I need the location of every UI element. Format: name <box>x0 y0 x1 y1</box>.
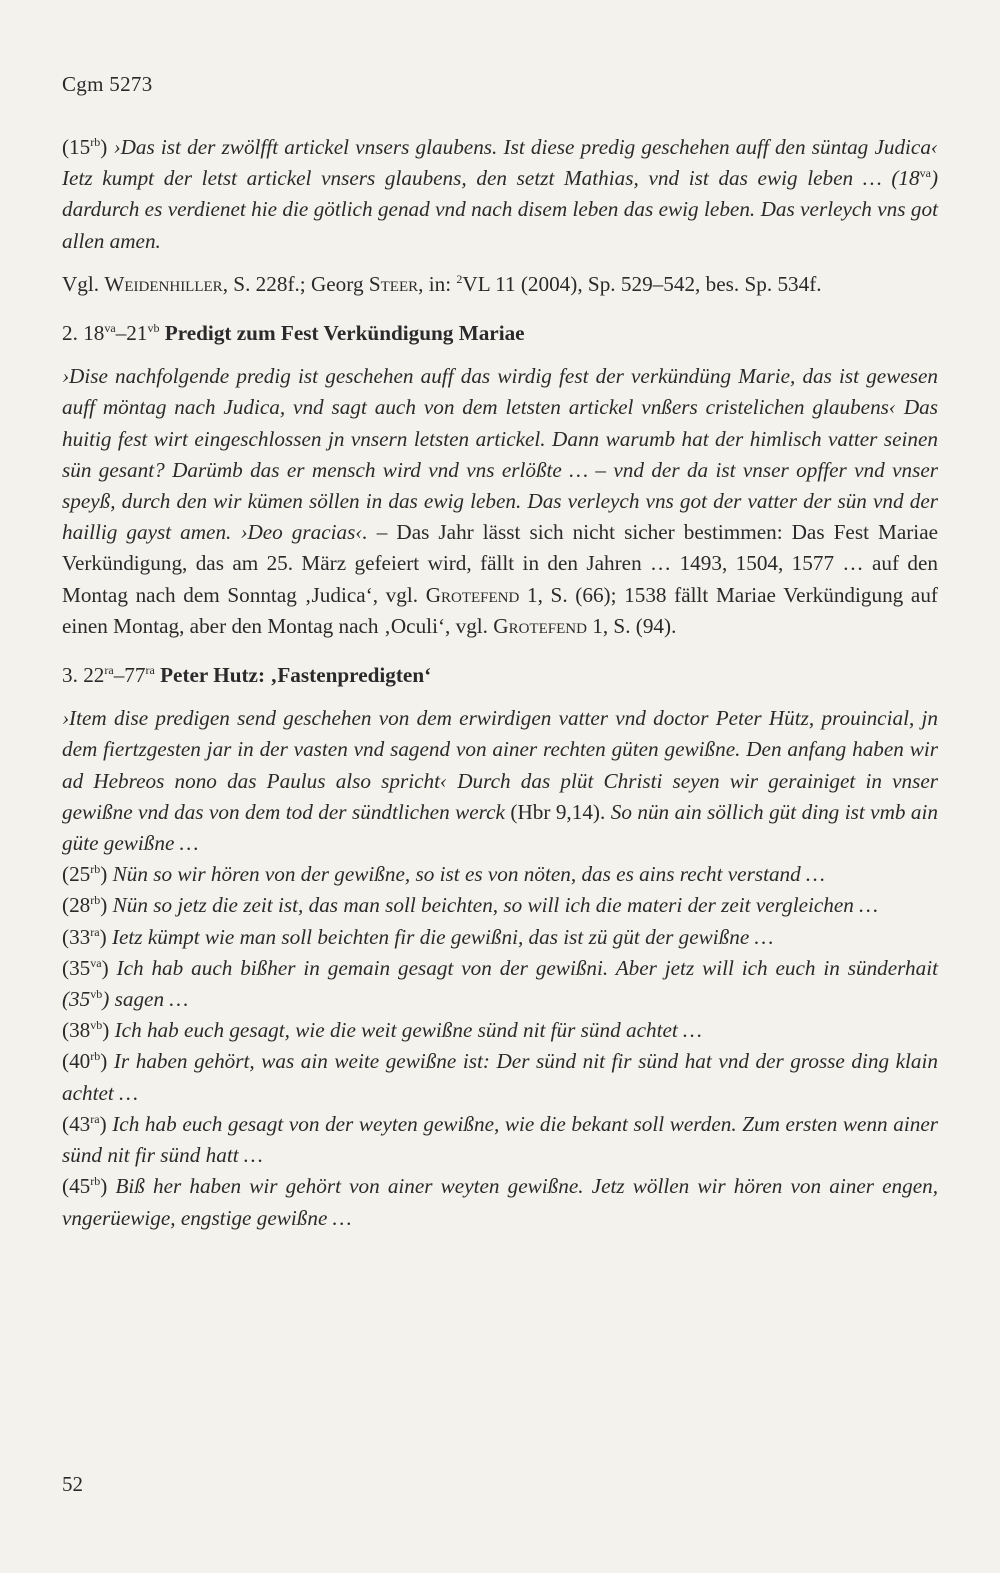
sermon-item: $(25^{rb})$ Nün so wir hören von der gewißne, so ist es von nöten, das es ains recht verstand … <box>62 862 825 887</box>
sermon-item: $(33^{ra})$ Ietz kümpt wie man soll beichten fir die gewißni, das ist zü güt der gewißne … <box>62 924 774 949</box>
entry2-heading: 2. $18^{va}-21^{vb}$ Predigt zum Fest Verkündigung Mariae <box>62 320 525 346</box>
entry3-heading: 3. $22^{ra}-77^{ra}$ Peter Hutz: ‚Fastenpredigten‘ <box>62 662 432 688</box>
sermon-item: $(45^{rb})$ Biß her haben wir gehört von ainer weyten gewißne. Jetz wöllen wir hören von ainer engen, vngerüewige, engstige gewißne … <box>62 1174 938 1230</box>
page-number: 52 <box>62 1472 83 1496</box>
running-header: Cgm 5273 <box>62 72 153 96</box>
entry1-explicit: ) dardurch es verdienet hie die götlich genad vnd nach disem leben das ewig leben. Das verleych vns got allen amen. <box>62 166 938 253</box>
entry1-text: $(15^{rb})$ ›Das ist der zwölfft artickel vnsers glaubens. Ist diese predig geschehen auff den süntag Judica‹ Ietz kumpt der letst artickel vnsers glaubens, den setzt Mathias, vnd ist das ewig leben … $(18^{va})$ dardurch es verdienet hie die götlich genad vnd nach disem leben das ewig leben. Das verleych vns got allen amen. <box>62 134 938 253</box>
sermon-item: $(43^{ra})$ Ich hab euch gesagt von der weyten gewißne, wie die bekant soll werden. Zum ersten wenn ainer sünd nit fir sünd hatt … <box>62 1111 938 1168</box>
page-body <box>62 132 938 1234</box>
sermon-item: $(40^{rb})$ Ir haben gehört, was ain weite gewißne ist: Der sünd nit fir sünd hat vnd der grosse ding klain achtet … <box>62 1049 938 1105</box>
sermon-item: $(28^{rb})$ Nün so jetz die zeit ist, das man soll beichten, so will ich die materi der zeit vergleichen … <box>62 893 879 918</box>
entry3-intro: ›Item dise predigen send geschehen von dem erwirdigen vatter vnd doctor Peter Hütz, prouincial, jn dem fiertzgesten jar in der vasten vnd sagend von ainer rechten güten gewißne. Den anfang haben wir ad Hebreos nono das Paulus also spricht‹ Durch das plüt Christi seyen wir gerainiget in vnser gewißne vnd das von dem tod der sündtlichen werck (Hbr 9,14). So nün ain söllich güt ding ist vmb ain güte gewißne … <box>62 706 939 856</box>
entry1-reference: Vgl. Weidenhiller, S. 228f.; Georg Steer, in: $^2$VL 11 (2004), Sp. 529–542, bes. Sp. 534f. <box>62 271 822 296</box>
folio-ref: $(15^{rb})$ <box>62 134 108 159</box>
entry2-text: ›Dise nachfolgende predig ist geschehen auff das wirdig fest der verkündüng Marie, das ist gewesen auff möntag nach Judica, vnd sagt auch von dem letsten artickel vnßers cristelichen glaubens‹ Das huitig fest wirt eingeschlossen jn vnsern letsten artickel. Dann warumb hat der himlisch vatter seinen sün gesant? Darümb das er mensch wird vnd vns erlößte … – vnd der da ist vnser opffer vnd vnser speyß, durch den wir kümen söllen in das ewig leben. Das verleych vns got der vatter der sün vnd der haillig gayst amen. ›Deo gracias‹. – Das Jahr lässt sich nicht sicher bestimmen: Das Fest Mariae Verkündigung, das am 25. März gefeiert wird, fällt in den Jahren … 1493, 1504, 1577 … auf den Montag nach dem Sonntag ‚Judica‘, vgl. Grotefend 1, S. (66); 1538 fällt Mariae Verkündigung auf einen Montag, aber den Montag nach ‚Oculi‘, vgl. Grotefend 1, S. (94). <box>62 364 938 638</box>
sermon-item: $(35^{va})$ Ich hab auch bißher in gemain gesagt von der gewißni. Aber jetz will ich euch in sünderhait $(35^{vb})$ sagen … <box>62 955 939 1012</box>
entry1-incipit: ›Das ist der zwölfft artickel vnsers glaubens. Ist diese predig geschehen auff den süntag Judica‹ Ietz kumpt der letst artickel vnsers glaubens, den setzt Mathias, vnd ist das ewig leben … (18 <box>62 135 938 191</box>
sermon-item: $(38^{vb})$ Ich hab euch gesagt, wie die weit gewißne sünd nit für sünd achtet … <box>62 1018 702 1043</box>
